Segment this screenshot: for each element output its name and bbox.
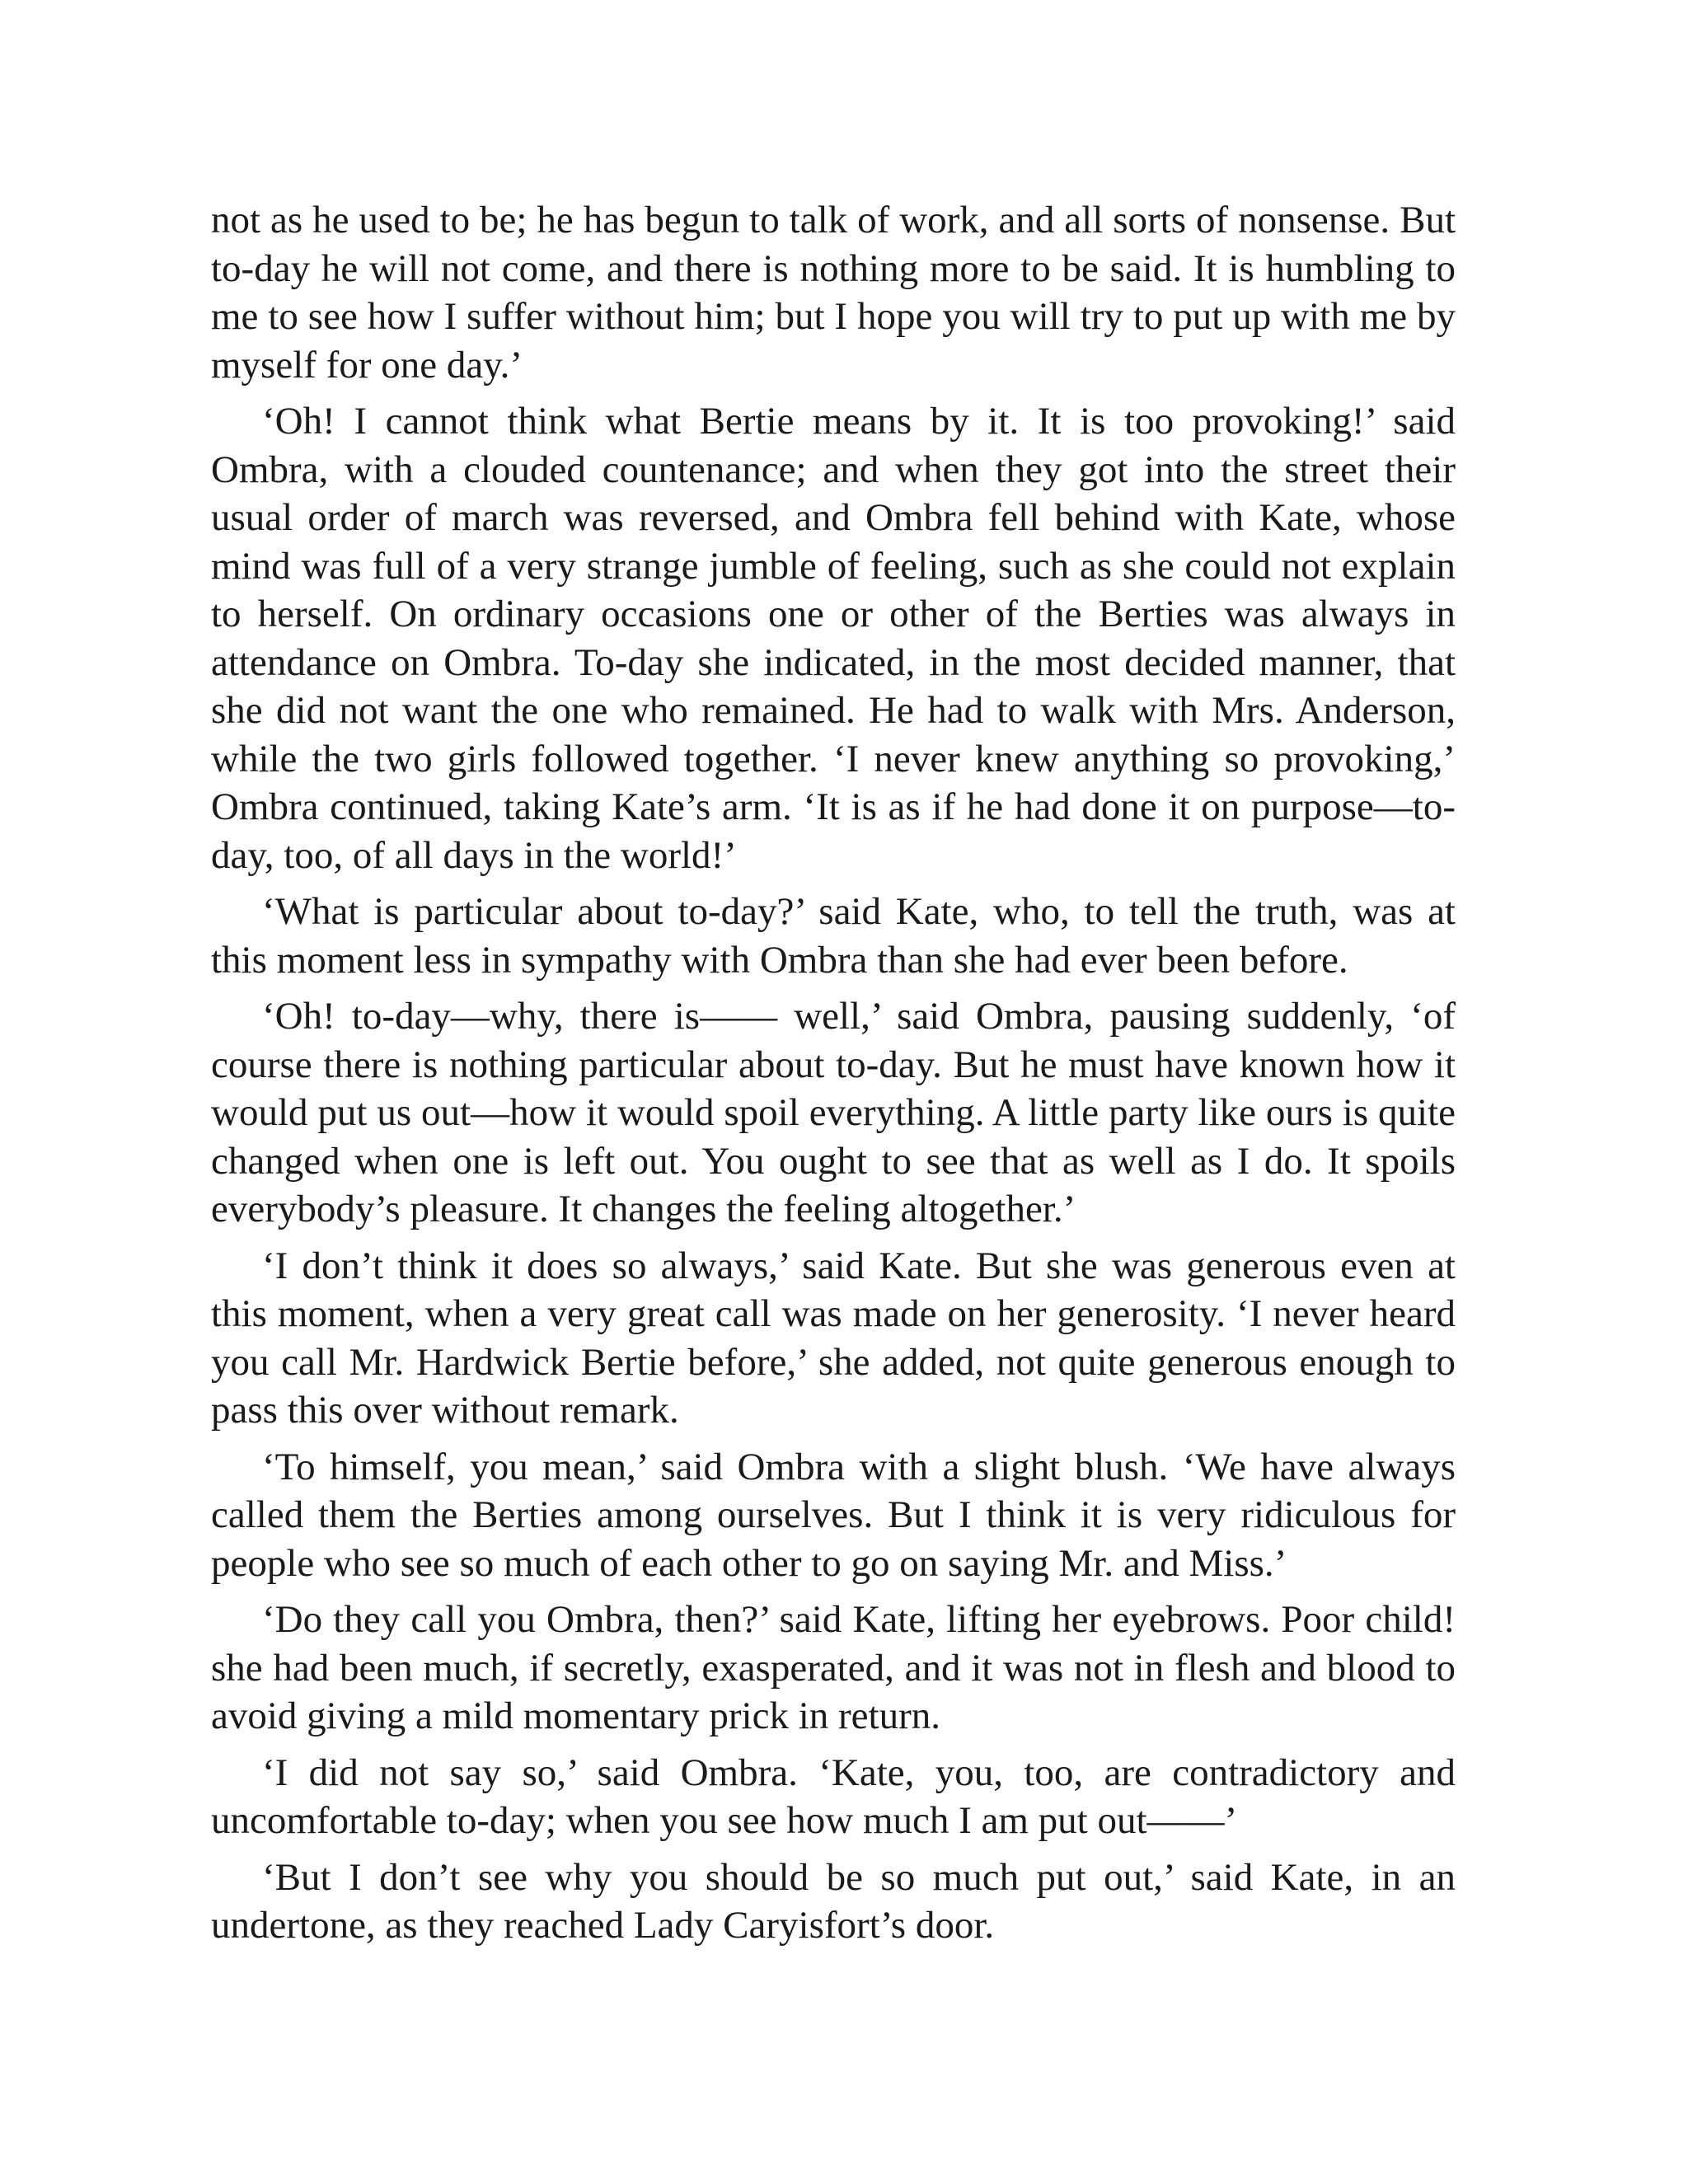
paragraph: ‘Do they call you Ombra, then?’ said Kate, lifting her eyebrows. Poor child! she had been much, if secretly, exasperated, and it was not in flesh and blood to avoid giving a mild momentary prick in return. (211, 1598, 1456, 1737)
paragraph: ‘Oh! to-day—why, there is—— well,’ said Ombra, pausing suddenly, ‘of course there is nothing particular about to-day. But he must have known how it would put us out—how it would spoil everything. A little party like ours is quite changed when one is left out. You ought to see that as well as I do. It spoils everybody’s pleasure. It changes the feeling altogether.’ (211, 995, 1456, 1230)
paragraph: ‘To himself, you mean,’ said Ombra with a slight blush. ‘We have always called them the Berties among ourselves. But I think it is very ridiculous for people who see so much of each other to go on saying Mr. and Miss.’ (211, 1445, 1456, 1585)
paragraph: not as he used to be; he has begun to talk of work, and all sorts of nonsense. But to-day he will not come, and there is nothing more to be said. It is humbling to me to see how I suffer without him; but I hope you will try to put up with me by myself for one day.’ (211, 199, 1456, 387)
paragraph: ‘Oh! I cannot think what Bertie means by it. It is too provoking!’ said Ombra, with a clouded countenance; and when they got into the street their usual order of march was reversed, and Ombra fell behind with Kate, whose mind was full of a very strange jumble of feeling, such as she could not explain to herself. On ordinary occasions one or other of the Berties was always in attendance on Ombra. To-day she indicated, in the most decided manner, that she did not want the one who remained. He had to walk with Mrs. Anderson, while the two girls followed together. ‘I never knew anything so provoking,’ Ombra continued, taking Kate’s arm. ‘It is as if he had done it on purpose—to-day, too, of all days in the world!’ (211, 400, 1456, 877)
page-text (211, 196, 1456, 1958)
paragraph: ‘I did not say so,’ said Ombra. ‘Kate, you, too, are contradictory and uncomfortable to-day; when you see how much I am put out——’ (211, 1750, 1456, 1842)
paragraph: ‘But I don’t see why you should be so much put out,’ said Kate, in an undertone, as they reached Lady Caryisfort’s door. (211, 1855, 1456, 1947)
paragraph: ‘What is particular about to-day?’ said Kate, who, to tell the truth, was at this moment less in sympathy with Ombra than she had ever been before. (211, 890, 1456, 982)
paragraph: ‘I don’t think it does so always,’ said Kate. But she was generous even at this moment, when a very great call was made on her generosity. ‘I never heard you call Mr. Hardwick Bertie before,’ she added, not quite generous enough to pass this over without remark. (211, 1244, 1456, 1432)
